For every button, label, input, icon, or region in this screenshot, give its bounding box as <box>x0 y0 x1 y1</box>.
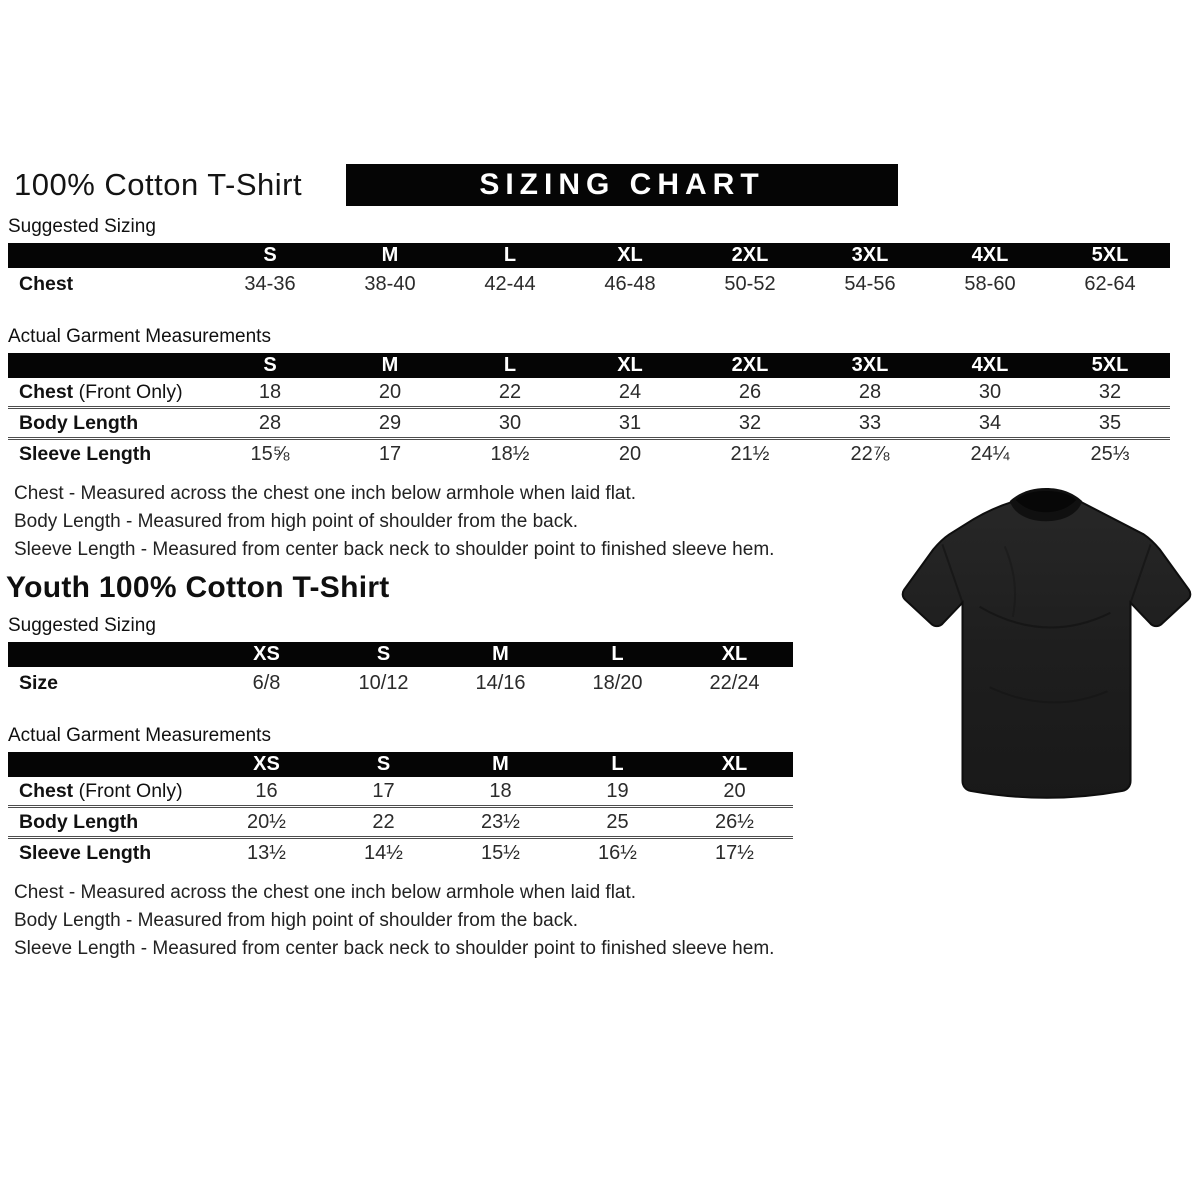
cell-value: 20 <box>570 439 690 469</box>
cell-value: 29 <box>330 408 450 439</box>
note-line: Body Length - Measured from high point of shoulder from the back. <box>14 511 578 532</box>
cell-value: 18½ <box>450 439 570 469</box>
cell-value: 26½ <box>676 807 793 838</box>
chest-front-only-row <box>8 777 793 807</box>
size-column-header: M <box>330 353 450 378</box>
cell-value: 35 <box>1050 408 1170 439</box>
cell-value: 21½ <box>690 439 810 469</box>
cell-value: 16½ <box>559 838 676 868</box>
size-column-header: L <box>450 243 570 268</box>
size-column-header: 3XL <box>810 243 930 268</box>
cell-value: 23½ <box>442 807 559 838</box>
tshirt-body <box>903 502 1191 798</box>
note-line: Chest - Measured across the chest one inch below armhole when laid flat. <box>14 483 637 504</box>
cell-value: 22 <box>498 380 522 403</box>
size-header-row <box>8 243 1170 268</box>
size-column-header: S <box>210 353 330 378</box>
cell-value: 14/16 <box>475 671 526 694</box>
size-column-header: XS <box>208 752 325 777</box>
cell-value: 22 <box>325 807 442 838</box>
size-column-header: 2XL <box>690 243 810 268</box>
cell-value: 6/8 <box>252 671 281 694</box>
cell-value: 18 <box>258 380 282 403</box>
youth-measurement-notes <box>14 883 1200 958</box>
cell-value: 26 <box>738 380 762 403</box>
cell-value: 38-40 <box>364 272 416 295</box>
empty-header-cell <box>8 642 208 667</box>
cell-value: 18 <box>489 779 512 802</box>
size-column-header: 3XL <box>810 353 930 378</box>
cell-value: 28 <box>858 380 882 403</box>
row-label-body-length: Body Length <box>8 807 208 838</box>
size-header-row <box>8 752 793 777</box>
cell-value: 31 <box>570 408 690 439</box>
cell-value: 22⅞ <box>810 439 930 469</box>
adult-suggested-sizing-label: Suggested Sizing <box>8 216 156 237</box>
cell-value: 20 <box>723 779 746 802</box>
sleeve-length-row <box>8 838 793 868</box>
row-label-sleeve-length: Sleeve Length <box>8 439 210 469</box>
cell-value: 18/20 <box>592 671 643 694</box>
cell-value: 13½ <box>208 838 325 868</box>
size-column-header: L <box>450 353 570 378</box>
youth-actual-measurements-label: Actual Garment Measurements <box>8 725 271 746</box>
page-header <box>0 164 1200 208</box>
sizing-chart-banner <box>346 164 898 206</box>
row-label-sleeve-length: Sleeve Length <box>8 838 208 868</box>
cell-value: 30 <box>978 380 1002 403</box>
cell-value: 17 <box>330 439 450 469</box>
size-row <box>8 667 793 699</box>
cell-value: 25⅓ <box>1050 439 1170 469</box>
size-column-header: M <box>442 642 559 667</box>
size-column-header: S <box>325 642 442 667</box>
tshirt-illustration <box>894 486 1196 808</box>
cell-value: 15⅝ <box>210 439 330 469</box>
cell-value: 62-64 <box>1084 272 1136 295</box>
size-header-row <box>8 353 1170 378</box>
adult-section-title: 100% Cotton T-Shirt <box>14 167 303 202</box>
note-line: Body Length - Measured from high point of shoulder from the back. <box>14 910 578 931</box>
size-column-header: S <box>325 752 442 777</box>
size-column-header: M <box>442 752 559 777</box>
note-line: Sleeve Length - Measured from center back neck to shoulder point to finished sleeve hem. <box>14 938 775 959</box>
black-tshirt-photo <box>894 486 1196 808</box>
youth-suggested-sizing-table <box>8 642 793 699</box>
size-column-header: XL <box>570 353 690 378</box>
cell-value: 58-60 <box>964 272 1016 295</box>
youth-suggested-sizing-label: Suggested Sizing <box>8 615 156 636</box>
cell-value: 34 <box>930 408 1050 439</box>
cell-value: 34-36 <box>244 272 296 295</box>
cell-value: 16 <box>255 779 278 802</box>
size-column-header: 5XL <box>1050 353 1170 378</box>
size-column-header: XL <box>676 752 793 777</box>
size-header-row <box>8 642 793 667</box>
cell-value: 30 <box>450 408 570 439</box>
body-length-row <box>8 807 793 838</box>
cell-value: 24¼ <box>930 439 1050 469</box>
empty-header-cell <box>8 752 208 777</box>
size-column-header: XL <box>570 243 690 268</box>
cell-value: 19 <box>606 779 629 802</box>
row-label-chest: Chest <box>19 272 74 295</box>
size-column-header: 5XL <box>1050 243 1170 268</box>
size-column-header: 2XL <box>690 353 810 378</box>
note-line: Chest - Measured across the chest one inch below armhole when laid flat. <box>14 882 637 903</box>
cell-value: 15½ <box>442 838 559 868</box>
size-column-header: M <box>330 243 450 268</box>
cell-value: 42-44 <box>484 272 536 295</box>
size-column-header: 4XL <box>930 353 1050 378</box>
cell-value: 50-52 <box>724 272 776 295</box>
cell-value: 17½ <box>676 838 793 868</box>
cell-value: 54-56 <box>844 272 896 295</box>
adult-actual-measurements-table <box>8 353 1170 468</box>
cell-value: 28 <box>210 408 330 439</box>
cell-value: 24 <box>618 380 642 403</box>
size-column-header: XL <box>676 642 793 667</box>
adult-actual-measurements-label: Actual Garment Measurements <box>8 326 271 347</box>
youth-section-title: Youth 100% Cotton T-Shirt <box>6 571 390 604</box>
size-column-header: L <box>559 642 676 667</box>
cell-value: 17 <box>372 779 395 802</box>
row-label-chest-front-only: Chest (Front Only) <box>19 779 183 802</box>
row-label-size: Size <box>19 671 59 694</box>
row-label-body-length: Body Length <box>8 408 210 439</box>
cell-value: 22/24 <box>709 671 760 694</box>
empty-header-cell <box>8 353 210 378</box>
cell-value: 14½ <box>325 838 442 868</box>
sizing-chart-banner-label: SIZING CHART <box>479 168 765 201</box>
adult-suggested-sizing-table <box>8 243 1170 300</box>
cell-value: 33 <box>810 408 930 439</box>
cell-value: 10/12 <box>358 671 409 694</box>
size-column-header: S <box>210 243 330 268</box>
body-length-row <box>8 408 1170 439</box>
sleeve-length-row <box>8 439 1170 469</box>
size-column-header: XS <box>208 642 325 667</box>
row-label-chest-front-only: Chest (Front Only) <box>19 380 183 403</box>
chest-front-only-row <box>8 378 1170 408</box>
empty-header-cell <box>8 243 210 268</box>
cell-value: 32 <box>690 408 810 439</box>
cell-value: 25 <box>559 807 676 838</box>
note-line: Sleeve Length - Measured from center back neck to shoulder point to finished sleeve hem. <box>14 539 775 560</box>
youth-actual-measurements-table <box>8 752 793 867</box>
cell-value: 20½ <box>208 807 325 838</box>
cell-value: 32 <box>1098 380 1122 403</box>
cell-value: 46-48 <box>604 272 656 295</box>
chest-row <box>8 268 1170 300</box>
size-column-header: 4XL <box>930 243 1050 268</box>
size-column-header: L <box>559 752 676 777</box>
cell-value: 20 <box>378 380 402 403</box>
